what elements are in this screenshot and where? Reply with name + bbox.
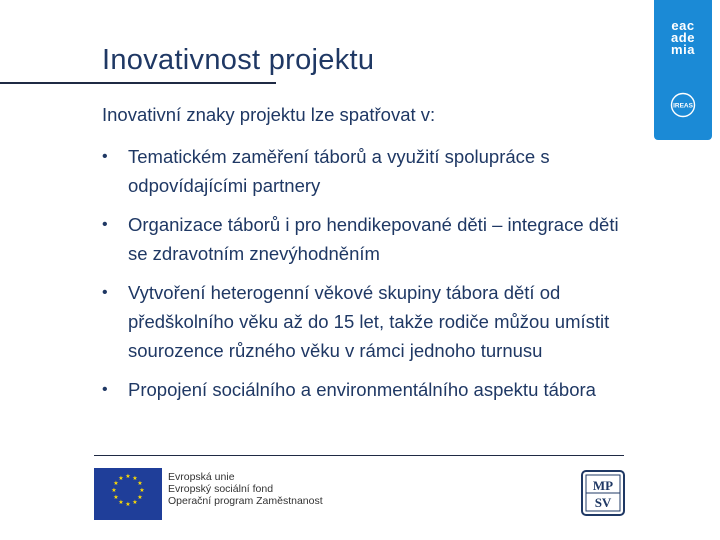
bullet-text: Organizace táborů i pro hendikepované děti – integrace děti se zdravotním znevýhodněním [128, 214, 619, 264]
svg-text:★: ★ [113, 480, 119, 487]
svg-text:★: ★ [132, 499, 138, 506]
bullet-text: Tematickém zaměření táborů a využití spolupráce s odpovídajícími partnery [128, 146, 550, 196]
slide-title: Inovativnost projektu [102, 44, 375, 76]
bullet-marker: • [102, 381, 108, 398]
svg-text:★: ★ [137, 480, 143, 487]
svg-text:★: ★ [137, 494, 143, 501]
academia-line: eac [671, 18, 695, 33]
bullet-marker: • [102, 148, 108, 165]
academia-line: ade [671, 30, 695, 45]
title-underline [0, 82, 276, 84]
ireas-logo-icon [670, 92, 696, 118]
svg-text:★: ★ [125, 473, 131, 480]
mpsv-line: SV [594, 495, 612, 510]
svg-text:★: ★ [132, 475, 138, 482]
bullet-marker: • [102, 216, 108, 233]
intro-text: Inovativní znaky projektu lze spatřovat v: [102, 104, 436, 125]
eu-flag-icon [94, 468, 162, 520]
academia-logo [654, 20, 712, 56]
eu-line: Evropská unie [168, 471, 235, 483]
eu-program-text [168, 471, 323, 507]
footer-divider [94, 455, 624, 456]
svg-text:★: ★ [111, 487, 117, 494]
bullet-item [102, 142, 642, 200]
bullet-text: Vytvoření heterogenní věkové skupiny tábora dětí od předškolního věku až do 15 let, takže rodiče můžou umístit sourozence různého věku v rámci jednoho turnusu [128, 282, 610, 361]
svg-text:★: ★ [118, 499, 124, 506]
eu-line: Operační program Zaměstnanost [168, 495, 323, 507]
eu-line: Evropský sociální fond [168, 483, 274, 495]
svg-text:★: ★ [125, 501, 131, 508]
mpsv-logo-icon [581, 470, 625, 516]
bullet-item [102, 210, 642, 268]
svg-text:★: ★ [139, 487, 145, 494]
academia-brand-bar [654, 0, 712, 140]
svg-text:★: ★ [118, 475, 124, 482]
mpsv-line: MP [592, 478, 614, 493]
bullet-item [102, 278, 642, 365]
ireas-label: IREAS [673, 102, 693, 110]
bullet-list [102, 142, 642, 414]
bullet-marker: • [102, 284, 108, 301]
svg-text:★: ★ [113, 494, 119, 501]
bullet-text: Propojení sociálního a environmentálního aspektu tábora [128, 379, 596, 400]
bullet-item [102, 375, 642, 404]
academia-line: mia [671, 42, 695, 57]
